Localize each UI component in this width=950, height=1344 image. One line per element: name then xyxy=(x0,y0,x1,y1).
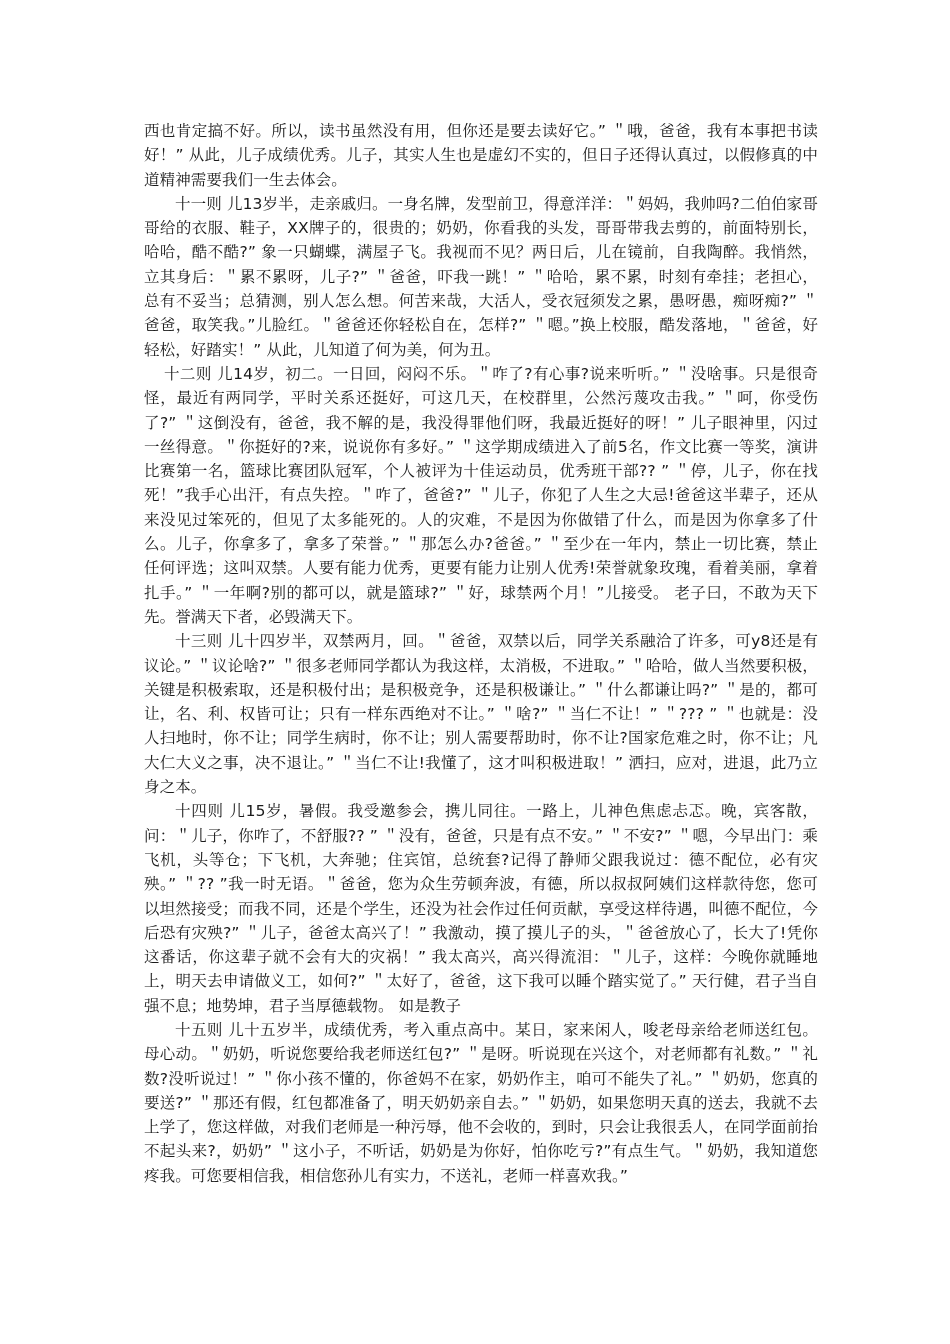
paragraph-section-14: 十四则 儿15岁，暑假。我受邀参会，携儿同往。一路上，儿神色焦虑忐忑。晚，宾客散，问：＂儿子，你咋了，不舒服?? ” ＂没有，爸爸，只是有点不安。” ＂不安?” ＂嗯，今早出门：乘飞机，头等仓；下飞机，大奔驰；住宾馆，总统套?记得了静师父跟我说过：德不配位，必有灾殃。” ＂?? ”我一时无语。＂爸爸，您为众生劳顿奔波，有德，所以叔叔阿姨们这样款待您，您可以坦然接受；而我不同，还是个学生，还没为社会作过任何贡献，享受这样待遇，叫德不配位，今后恐有灾殃?” ＂儿子，爸爸太高兴了！” 我激动，摸了摸儿子的头，＂爸爸放心了，长大了!凭你这番话，你这辈子就不会有大的灾祸！” 我太高兴，高兴得流泪：＂儿子，这样：今晚你就睡地上，明天去申请做义工，如何?” ＂太好了，爸爸，这下我可以睡个踏实觉了。” 天行健，君子当自强不息；地势坤，君子当厚德载物。 如是教子 xyxy=(144,802,818,1015)
document-body xyxy=(144,119,818,1188)
paragraph-section-13: 十三则 儿十四岁半，双禁两月，回。＂爸爸，双禁以后，同学关系融洽了许多，可y8还是有议论。” ＂议论啥?” ＂很多老师同学都认为我这样，太消极，不进取。” ＂哈哈，做人当然要积极，关键是积极索取，还是积极付出；是积极竞争，还是积极谦让。” ＂什么都谦让吗?” ＂是的，都可让，名、利、权皆可让；只有一样东西绝对不让。” ＂啥?” ＂当仁不让！” ＂??? ” ＂也就是：没人扫地时，你不让；同学生病时，你不让；别人需要帮助时，你不让?国家危难之时，你不让；凡大仁大义之事，决不退让。” ＂当仁不让!我懂了，这才叫积极进取！” 洒扫，应对，进退，此乃立身之本。 xyxy=(144,632,818,797)
paragraph-section-11: 十一则 儿13岁半，走亲戚归。一身名牌，发型前卫，得意洋洋：＂妈妈，我帅吗?二伯伯家哥哥给的衣服、鞋子，XX牌子的，很贵的；奶奶，你看我的头发，哥哥带我去剪的，前面特别长，哈哈，酷不酷?” 象一只蝴蝶，满屋子飞。我视而不见？两日后，儿在镜前，自我陶醉。我悄然，立其身后：＂累不累呀，儿子?” ＂爸爸，吓我一跳！” ＂哈哈，累不累，时刻有牵挂；老担心，总有不妥当；总猜测，别人怎么想。何苦来哉，大活人，受衣冠须发之累，愚呀愚，痴呀痴?” ＂爸爸，取笑我。”儿脸红。＂爸爸还你轻松自在，怎样?” ＂嗯。”换上校服，酷发落地，＂爸爸，好轻松，好踏实！” 从此，儿知道了何为美，何为丑。 xyxy=(144,194,818,359)
paragraph-section-12: 十二则 儿14岁，初二。一日回，闷闷不乐。＂咋了?有心事?说来听听。” ＂没啥事。只是很奇怪，最近有两同学，平时关系还挺好，可这几天，在校群里，公然污蔑攻击我。” ＂呵，你受伤了?” ＂这倒没有，爸爸，我不解的是，我没得罪他们呀，我最近挺好的呀！” 儿子眼神里，闪过一丝得意。＂你挺好的?来，说说你有多好。” ＂这学期成绩进入了前5名，作文比赛一等奖，演讲比赛第一名，篮球比赛团队冠军，个人被评为十佳运动员，优秀班干部?? ” ＂停，儿子，你在找死！”我手心出汗，有点失控。＂咋了，爸爸?” ＂儿子，你犯了人生之大忌!爸爸这半辈子，还从来没见过笨死的，但见了太多能死的。人的灾难，不是因为你做错了什么，而是因为你拿多了什么。儿子，你拿多了，拿多了荣誉。” ＂那怎么办?爸爸。” ＂至少在一年内，禁止一切比赛，禁止任何评选；这叫双禁。人要有能力优秀，更要有能力让别人优秀!荣誉就象玫瑰，看着美丽，拿着扎手。” ＂一年啊?别的都可以，就是篮球?” ＂好，球禁两个月！”儿接受。 老子曰，不敢为天下先。誉满天下者，必毁满天下。 xyxy=(144,364,818,626)
paragraph-continuation: 西也肯定搞不好。所以，读书虽然没有用，但你还是要去读好它。” ＂哦，爸爸，我有本事把书读好！” 从此，儿子成绩优秀。儿子，其实人生也是虚幻不实的，但日子还得认真过，以假修真的中道精神需要我们一生去体会。 xyxy=(144,122,818,189)
paragraph-section-15: 十五则 儿十五岁半，成绩优秀，考入重点高中。某日，家来闲人，唆老母亲给老师送红包。母心动。＂奶奶，听说您要给我老师送红包?” ＂是呀。听说现在兴这个，对老师都有礼数。” ＂礼数?没听说过！” ＂你小孩不懂的，你爸妈不在家，奶奶作主，咱可不能失了礼。” ＂奶奶，您真的要送?” ＂那还有假，红包都准备了，明天奶奶亲自去。” ＂奶奶，如果您明天真的送去，我就不去上学了，您这样做，对我们老师是一种污辱，他不会收的，到时，只会让我很丢人，在同学面前抬不起头来?，奶奶” ＂这小子，不听话，奶奶是为你好，怕你吃亏?”有点生气。＂奶奶，我知道您疼我。可您要相信我，相信您孙儿有实力，不送礼，老师一样喜欢我。” xyxy=(144,1020,818,1185)
